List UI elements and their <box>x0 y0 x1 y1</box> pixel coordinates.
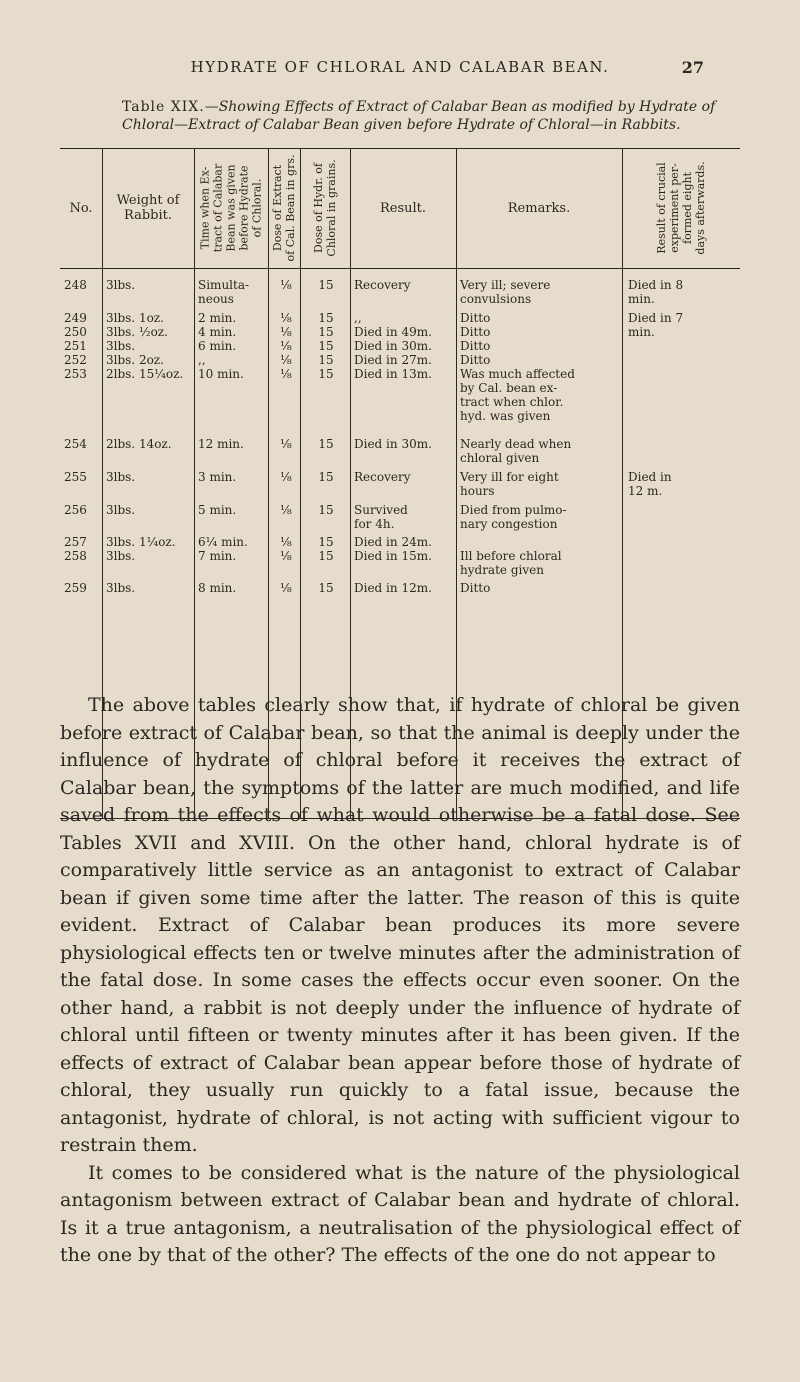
table-description: —Showing Effects of Extract of Calabar Bean as modified by Hydrate of Chloral—Extract of Calabar Bean given before Hydrate of Chloral—in Rabbits. <box>122 99 716 133</box>
cell-weight: 3lbs. 1oz. <box>106 311 164 325</box>
header-crucial-label: Result of crucial experiment per- formed eight days afterwards. <box>655 161 707 255</box>
cell-remarks: Nearly dead when chloral given <box>460 437 572 465</box>
cell-result: Recovery <box>354 470 411 484</box>
cell-remarks: Was much affected by Cal. bean ex- tract when chlor. hyd. was given <box>460 367 575 423</box>
header-time <box>194 148 268 268</box>
header-crucial <box>622 148 740 268</box>
cell-no: 249 <box>64 311 87 325</box>
cell-result: Died in 13m. <box>354 367 432 381</box>
cell-result: Recovery <box>354 278 411 292</box>
cell-result: Died in 49m. <box>354 325 432 339</box>
cell-time: 10 min. <box>198 367 244 381</box>
cell-weight: 2lbs. 15¼oz. <box>106 367 184 381</box>
cell-time: Simulta- neous <box>198 278 250 306</box>
paragraph: The above tables clearly show that, if hydrate of chloral be given before extract of Calabar bean, so that the animal is deeply under the influence of hydrate of chloral before it receives the extract of Calabar bean, the symptoms of the latter are much modified, and life saved from the effects of what would otherwise be a fatal dose. See Tables XVII and XVIII. On the other hand, chloral hydrate is of comparatively little service as an antagonist to extract of Calabar bean if given some time after the latter. The reason of this is quite evident. Extract of Calabar bean produces its more severe physiological effects ten or twelve minutes after the administration of the fatal dose. In some cases the effects occur even sooner. On the other hand, a rabbit is not deeply under the influence of hydrate of chloral until fifteen or twenty minutes after it has been given. If the effects of extract of Calabar bean appear before those of hydrate of chloral, they usually run quickly to a fatal issue, because the antagonist, hydrate of chloral, is not acting with sufficient vigour to restrain them. <box>60 694 740 1156</box>
header-dose <box>268 148 300 268</box>
cell-dose: ⅛ <box>280 535 292 549</box>
cell-result: Died in 12m. <box>354 581 432 595</box>
cell-no: 254 <box>64 437 87 451</box>
running-head: HYDRATE OF CHLORAL AND CALABAR BEAN. <box>190 58 610 76</box>
cell-no: 248 <box>64 278 87 292</box>
table-caption <box>122 98 722 134</box>
header-remarks: Remarks. <box>507 200 571 216</box>
cell-chloral: 15 <box>318 503 334 517</box>
cell-remarks: Very ill for eight hours <box>460 470 559 498</box>
cell-remarks: Ill before chloral hydrate given <box>460 549 562 577</box>
cell-weight: 3lbs. ½oz. <box>106 325 168 339</box>
cell-no: 255 <box>64 470 87 484</box>
cell-time: ,, <box>198 353 206 367</box>
header-result: Result. <box>379 200 427 216</box>
cell-crucial: Died in 8 min. <box>628 278 684 306</box>
cell-time: 3 min. <box>198 470 237 484</box>
cell-time: 5 min. <box>198 503 237 517</box>
cell-weight: 3lbs. <box>106 549 136 563</box>
header-no: No. <box>69 200 93 216</box>
cell-time: 8 min. <box>198 581 237 595</box>
cell-result: Survived for 4h. <box>354 503 408 531</box>
cell-weight: 2lbs. 14oz. <box>106 437 172 451</box>
cell-dose: ⅛ <box>280 353 292 367</box>
cell-chloral: 15 <box>318 535 334 549</box>
cell-dose: ⅛ <box>280 503 292 517</box>
cell-weight: 3lbs. 1¼oz. <box>106 535 176 549</box>
cell-dose: ⅛ <box>280 581 292 595</box>
cell-dose: ⅛ <box>280 278 292 292</box>
cell-time: 6¼ min. <box>198 535 248 549</box>
cell-remarks: Ditto <box>460 325 491 339</box>
cell-weight: 3lbs. 2oz. <box>106 353 164 367</box>
cell-crucial: Died in 12 m. <box>628 470 672 498</box>
cell-no: 258 <box>64 549 87 563</box>
cell-no: 251 <box>64 339 87 353</box>
cell-result: Died in 27m. <box>354 353 432 367</box>
cell-result: ,, <box>354 311 362 325</box>
cell-result: Died in 30m. <box>354 437 432 451</box>
cell-no: 257 <box>64 535 87 549</box>
table-label: Table XIX. <box>122 99 205 115</box>
cell-time: 4 min. <box>198 325 237 339</box>
cell-dose: ⅛ <box>280 437 292 451</box>
cell-dose: ⅛ <box>280 549 292 563</box>
cell-time: 12 min. <box>198 437 244 451</box>
cell-result: Died in 24m. <box>354 535 432 549</box>
table-header-rule <box>60 268 740 269</box>
cell-dose: ⅛ <box>280 367 292 381</box>
cell-time: 7 min. <box>198 549 237 563</box>
cell-result: Died in 15m. <box>354 549 432 563</box>
cell-remarks: Ditto <box>460 311 491 325</box>
cell-remarks: Ditto <box>460 581 491 595</box>
cell-weight: 3lbs. <box>106 470 136 484</box>
cell-no: 256 <box>64 503 87 517</box>
cell-chloral: 15 <box>318 339 334 353</box>
cell-chloral: 15 <box>318 549 334 563</box>
cell-dose: ⅛ <box>280 470 292 484</box>
page-header <box>0 58 800 82</box>
cell-remarks: Very ill; severe convulsions <box>460 278 551 306</box>
cell-chloral: 15 <box>318 353 334 367</box>
cell-weight: 3lbs. <box>106 503 136 517</box>
cell-chloral: 15 <box>318 581 334 595</box>
cell-remarks: Ditto <box>460 353 491 367</box>
cell-chloral: 15 <box>318 367 334 381</box>
cell-time: 6 min. <box>198 339 237 353</box>
cell-weight: 3lbs. <box>106 581 136 595</box>
page-number: 27 <box>681 58 704 77</box>
cell-chloral: 15 <box>318 311 334 325</box>
cell-remarks: Died from pulmo- nary congestion <box>460 503 567 531</box>
cell-time: 2 min. <box>198 311 237 325</box>
cell-no: 259 <box>64 581 87 595</box>
paragraph: It comes to be considered what is the nature of the physiological antagonism between extract of Calabar bean and hydrate of chloral. Is it a true antagonism, a neutralisation of the physiological effect of the one by that of the other? The effects of the one do not appear to <box>60 1161 740 1266</box>
cell-chloral: 15 <box>318 437 334 451</box>
cell-no: 252 <box>64 353 87 367</box>
header-time-label: Time when Ex- tract of Calabar Bean was given before Hydrate of Chloral. <box>198 163 264 253</box>
cell-chloral: 15 <box>318 470 334 484</box>
cell-no: 250 <box>64 325 87 339</box>
cell-remarks: Ditto <box>460 339 491 353</box>
body-text <box>60 692 740 1270</box>
cell-dose: ⅛ <box>280 339 292 353</box>
header-chloral <box>300 148 350 268</box>
cell-result: Died in 30m. <box>354 339 432 353</box>
header-dose-label: Dose of Extract of Cal. Bean in grs. <box>271 154 297 262</box>
cell-weight: 3lbs. <box>106 339 136 353</box>
cell-no: 253 <box>64 367 87 381</box>
header-chloral-label: Dose of Hydr. of Chloral in grains. <box>312 159 338 257</box>
cell-dose: ⅛ <box>280 325 292 339</box>
cell-chloral: 15 <box>318 325 334 339</box>
cell-chloral: 15 <box>318 278 334 292</box>
cell-crucial: Died in 7 min. <box>628 311 684 339</box>
header-weight: Weight of Rabbit. <box>116 193 180 223</box>
cell-dose: ⅛ <box>280 311 292 325</box>
cell-weight: 3lbs. <box>106 278 136 292</box>
